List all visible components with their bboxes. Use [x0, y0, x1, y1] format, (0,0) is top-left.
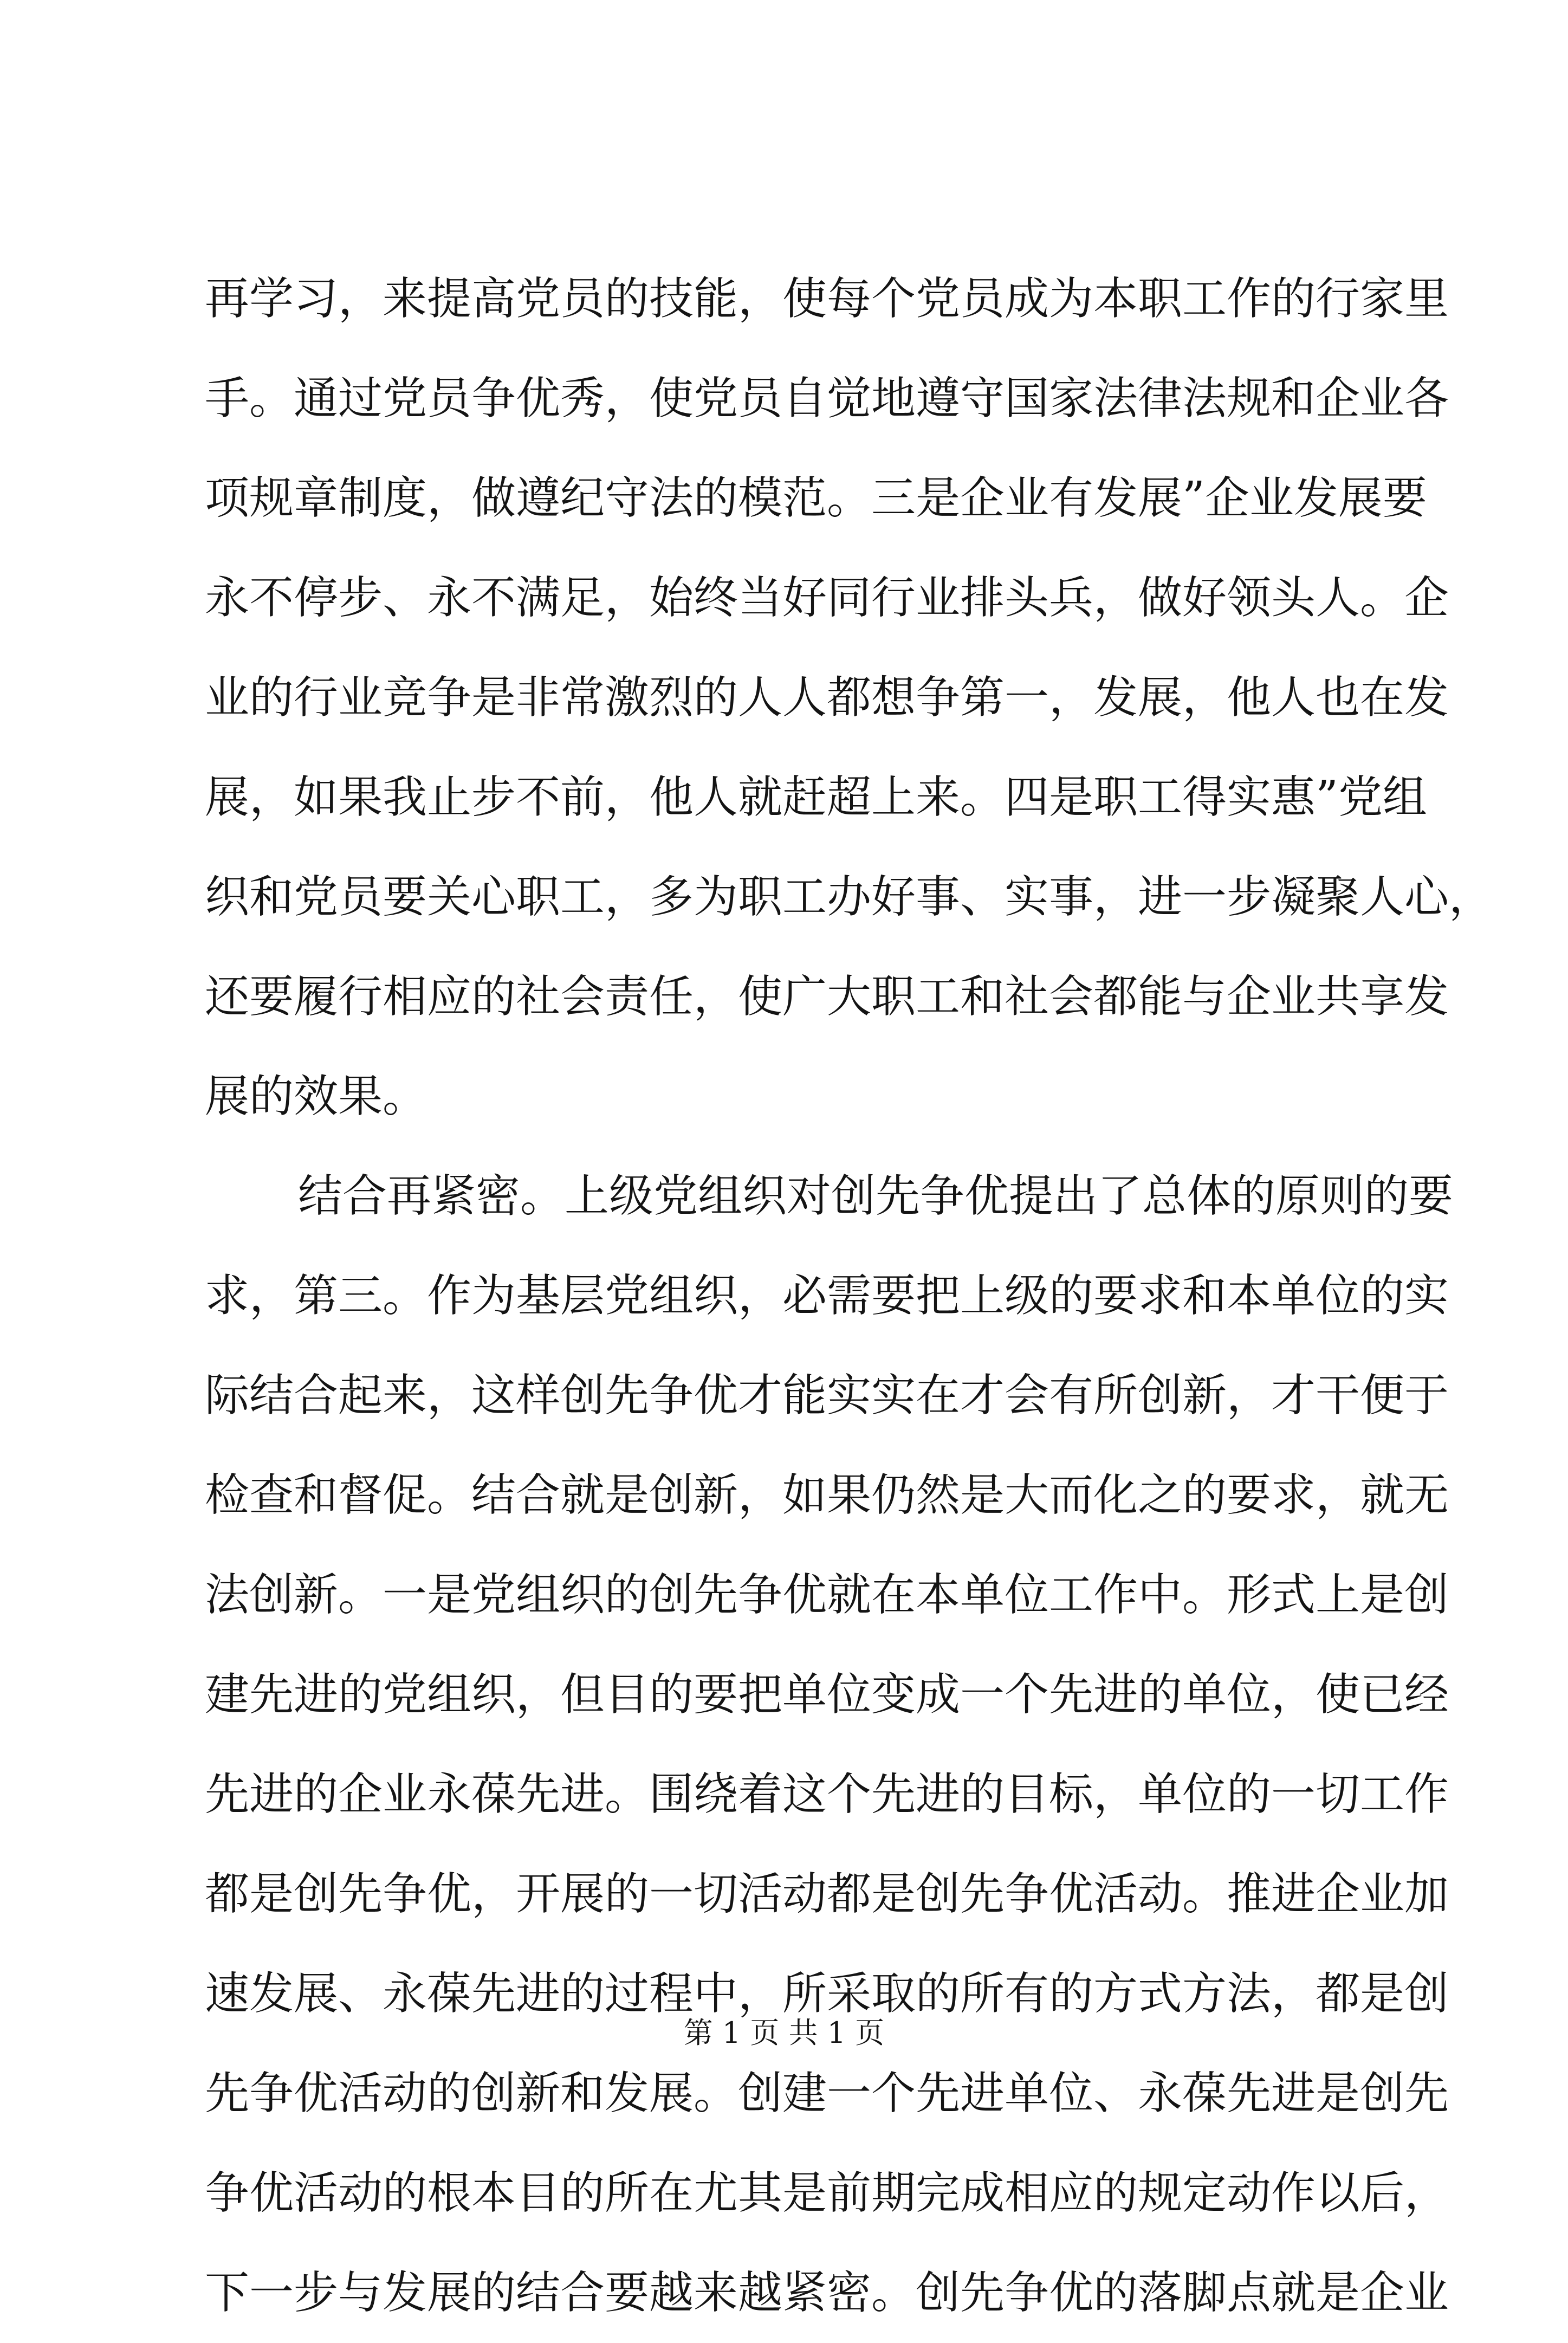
text-line: 还要履行相应的社会责任，使广大职工和社会都能与企业共享发: [205, 971, 1449, 1022]
text-line: 展，如果我止步不前，他人就赶超上来。四是职工得实惠”党组: [205, 772, 1427, 823]
text-line: 手。通过党员争优秀，使党员自觉地遵守国家法律法规和企业各: [205, 373, 1449, 424]
text-line: 永不停步、永不满足，始终当好同行业排头兵，做好领头人。企: [205, 572, 1449, 624]
text-line: 再学习，来提高党员的技能，使每个党员成为本职工作的行家里: [205, 273, 1449, 325]
paragraph-first-line: 结合再紧密。上级党组织对创先争优提出了总体的原则的要: [298, 1170, 1454, 1222]
text-line: 展的效果。: [205, 1071, 427, 1122]
text-line: 法创新。一是党组织的创先争优就在本单位工作中。形式上是创: [205, 1569, 1449, 1621]
text-line: 都是创先争优，开展的一切活动都是创先争优活动。推进企业加: [205, 1868, 1449, 1920]
text-line: 速发展、永葆先进的过程中，所采取的所有的方式方法，都是创: [205, 1968, 1449, 2020]
text-line: 先进的企业永葆先进。围绕着这个先进的目标，单位的一切工作: [205, 1769, 1449, 1820]
text-line: 下一步与发展的结合要越来越紧密。创先争优的落脚点就是企业: [205, 2267, 1449, 2319]
text-line: 检查和督促。结合就是创新，如果仍然是大而化之的要求，就无: [205, 1470, 1449, 1521]
text-line: 项规章制度，做遵纪守法的模范。三是企业有发展”企业发展要: [205, 473, 1427, 524]
text-line: 建先进的党组织，但目的要把单位变成一个先进的单位，使已经: [205, 1669, 1449, 1720]
page-number-footer: 第 1 页 共 1 页: [683, 2016, 885, 2050]
text-line: 求，第三。作为基层党组织，必需要把上级的要求和本单位的实: [205, 1270, 1449, 1322]
text-line: 争优活动的根本目的所在尤其是前期完成相应的规定动作以后，: [205, 2167, 1449, 2219]
text-line: 织和党员要关心职工，多为职工办好事、实事，进一步凝聚人心，: [205, 871, 1494, 923]
text-line: 先争优活动的创新和发展。创建一个先进单位、永葆先进是创先: [205, 2068, 1449, 2119]
text-line: 际结合起来，这样创先争优才能实实在才会有所创新，才干便于: [205, 1370, 1449, 1421]
text-line: 业的行业竞争是非常激烈的人人都想争第一，发展，他人也在发: [205, 672, 1449, 723]
